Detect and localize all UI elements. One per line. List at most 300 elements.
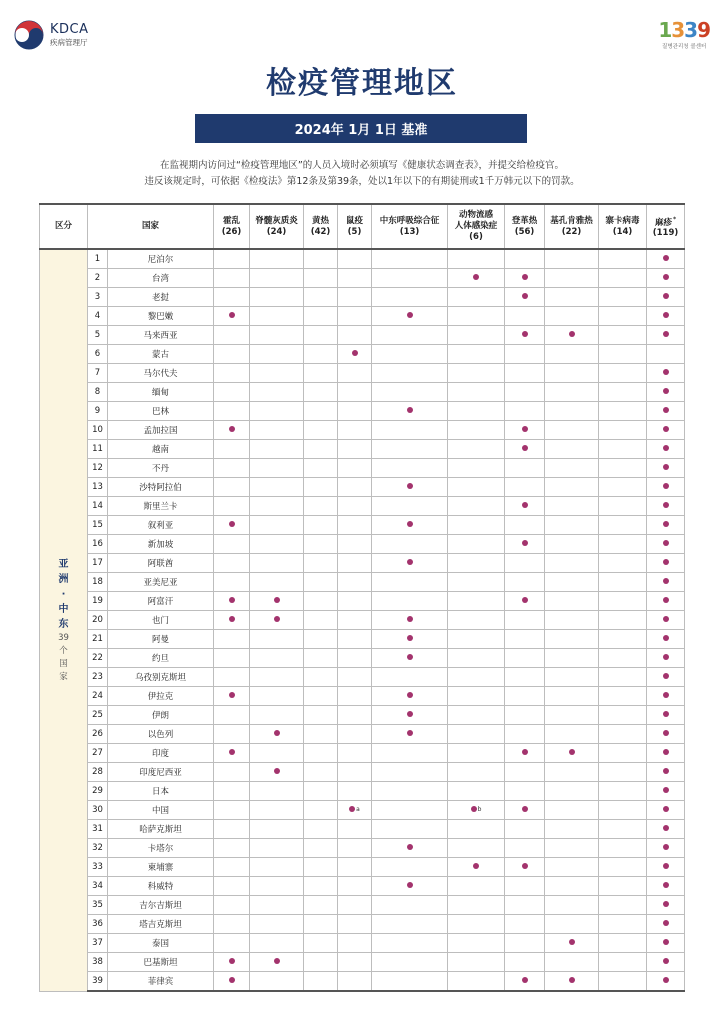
row-number: 15 [88, 516, 108, 535]
designated-dot-icon [663, 426, 669, 432]
disease-country-count: (42) [310, 226, 331, 237]
org-subtitle: 疾病管理厅 [50, 38, 88, 48]
disease-country-count: (22) [561, 226, 582, 237]
country-name: 巴林 [108, 402, 214, 421]
designated-dot-icon [663, 635, 669, 641]
disease-mark-cell [545, 725, 599, 744]
disease-mark-cell [599, 763, 647, 782]
disease-mark-cell [505, 269, 545, 288]
disease-mark-cell [647, 421, 685, 440]
disease-mark-cell [448, 649, 505, 668]
disease-mark-cell [214, 459, 250, 478]
disease-mark-cell [338, 744, 372, 763]
disease-name: 基孔肯雅热 [550, 215, 593, 226]
disease-mark-cell [338, 801, 372, 820]
disease-mark-cell [599, 972, 647, 992]
disease-mark-cell [647, 345, 685, 364]
disease-mark-cell [372, 877, 448, 896]
disease-mark-cell [214, 326, 250, 345]
row-number: 4 [88, 307, 108, 326]
disease-mark-cell [372, 459, 448, 478]
table-row [40, 478, 685, 497]
disease-mark-cell [250, 896, 304, 915]
row-number: 35 [88, 896, 108, 915]
disease-mark-cell [448, 402, 505, 421]
table-row [40, 288, 685, 307]
disease-mark-cell [647, 307, 685, 326]
disease-mark-cell [505, 307, 545, 326]
disease-mark-cell [505, 896, 545, 915]
disease-mark-cell [338, 307, 372, 326]
disease-mark-cell [599, 345, 647, 364]
org-name: KDCA [50, 22, 89, 38]
designated-dot-icon [229, 977, 235, 983]
disease-mark-cell [505, 554, 545, 573]
disease-mark-cell [448, 516, 505, 535]
disease-mark-cell [448, 421, 505, 440]
row-number: 5 [88, 326, 108, 345]
disease-mark-cell [338, 782, 372, 801]
disease-mark-cell [448, 478, 505, 497]
disease-mark-cell [599, 611, 647, 630]
designated-dot-icon [663, 977, 669, 983]
disease-mark-cell [338, 820, 372, 839]
row-number: 16 [88, 535, 108, 554]
disease-mark-cell [250, 402, 304, 421]
disease-mark-cell [304, 402, 338, 421]
disease-mark-cell [647, 535, 685, 554]
disease-mark-cell [599, 839, 647, 858]
disease-mark-cell [214, 630, 250, 649]
disease-mark-cell [372, 934, 448, 953]
disease-mark-cell [250, 630, 304, 649]
disease-country-count: (5) [347, 226, 362, 237]
designated-dot-icon [663, 844, 669, 850]
table-row [40, 345, 685, 364]
hotline-subtitle: 질병관리청 콜센터 [662, 44, 707, 50]
disease-mark-cell [647, 839, 685, 858]
designated-dot-icon [522, 293, 528, 299]
disease-mark-cell [545, 459, 599, 478]
disease-mark-cell [505, 630, 545, 649]
designated-dot-icon [473, 863, 479, 869]
hotline-digit: 9 [697, 18, 710, 42]
disease-country-count: (6) [469, 232, 483, 242]
disease-mark-cell [372, 269, 448, 288]
designated-dot-icon [663, 920, 669, 926]
disease-mark-cell [545, 592, 599, 611]
designated-dot-icon [663, 806, 669, 812]
disease-mark-cell [647, 326, 685, 345]
disease-mark-cell [372, 573, 448, 592]
table-row [40, 934, 685, 953]
disease-mark-cell [647, 934, 685, 953]
country-name: 阿富汗 [108, 592, 214, 611]
disease-mark-cell [338, 497, 372, 516]
disease-mark-cell [304, 820, 338, 839]
country-name: 不丹 [108, 459, 214, 478]
disease-mark-cell [372, 953, 448, 972]
disease-mark-cell [214, 478, 250, 497]
disease-name: 鼠疫 [346, 215, 364, 226]
country-name: 缅甸 [108, 383, 214, 402]
table-row [40, 573, 685, 592]
table-row [40, 497, 685, 516]
disease-mark-cell [545, 364, 599, 383]
country-name: 孟加拉国 [108, 421, 214, 440]
disease-mark-cell [372, 554, 448, 573]
disease-mark-cell [250, 516, 304, 535]
disease-mark-cell [250, 535, 304, 554]
disease-mark-cell [448, 459, 505, 478]
disease-mark-cell [545, 573, 599, 592]
table-header-row [40, 204, 685, 249]
disease-mark-cell [448, 288, 505, 307]
disease-mark-cell [505, 326, 545, 345]
disease-mark-cell [647, 516, 685, 535]
country-name: 中国 [108, 801, 214, 820]
disease-mark-cell [448, 896, 505, 915]
kdca-emblem-icon [14, 20, 44, 50]
disease-mark-cell [304, 725, 338, 744]
notice-line: 违反该规定时，可依据《检疫法》第12条及第39条，处以1年以下的有期徒刑或1千万韩元以下的罚款。 [144, 176, 580, 187]
row-number: 36 [88, 915, 108, 934]
region-count-char: 39 [58, 632, 69, 643]
disease-mark-cell [599, 326, 647, 345]
disease-mark-cell [647, 383, 685, 402]
disease-mark-cell [647, 554, 685, 573]
disease-mark-cell [505, 801, 545, 820]
disease-mark-cell [304, 383, 338, 402]
disease-mark-cell [505, 516, 545, 535]
country-name: 马来西亚 [108, 326, 214, 345]
disease-mark-cell [338, 440, 372, 459]
disease-name: 中东呼吸综合征 [379, 215, 440, 226]
disease-mark-cell [448, 839, 505, 858]
country-name: 叙利亚 [108, 516, 214, 535]
disease-mark-cell [505, 573, 545, 592]
designated-dot-icon [663, 863, 669, 869]
row-number: 19 [88, 592, 108, 611]
disease-mark-cell [505, 421, 545, 440]
disease-mark-cell [599, 535, 647, 554]
disease-mark-cell [647, 820, 685, 839]
table-row [40, 915, 685, 934]
region-count-char: 国 [59, 658, 68, 669]
disease-name: 麻疹* [654, 215, 677, 228]
table-row [40, 269, 685, 288]
disease-mark-cell [647, 611, 685, 630]
row-number: 8 [88, 383, 108, 402]
disease-mark-cell [505, 744, 545, 763]
disease-mark-cell [647, 440, 685, 459]
designated-dot-icon [522, 863, 528, 869]
designated-dot-icon [274, 958, 280, 964]
disease-mark-cell [304, 649, 338, 668]
disease-mark-cell [372, 896, 448, 915]
row-number: 37 [88, 934, 108, 953]
disease-mark-cell [448, 877, 505, 896]
disease-mark-cell [448, 820, 505, 839]
disease-mark-cell [250, 668, 304, 687]
disease-mark-cell [214, 421, 250, 440]
disease-mark-cell [505, 611, 545, 630]
disease-mark-cell [545, 383, 599, 402]
disease-mark-cell [505, 402, 545, 421]
disease-mark-cell [250, 573, 304, 592]
disease-mark-cell [304, 744, 338, 763]
disease-mark-cell [250, 744, 304, 763]
column-header-disease [250, 204, 304, 249]
designated-dot-icon [407, 312, 413, 318]
disease-mark-cell [304, 326, 338, 345]
disease-mark-cell [505, 288, 545, 307]
disease-mark-cell [338, 478, 372, 497]
disease-mark-cell [545, 269, 599, 288]
disease-mark-cell [599, 858, 647, 877]
disease-country-count: (26) [221, 226, 242, 237]
disease-mark-cell [448, 440, 505, 459]
disease-mark-cell [647, 630, 685, 649]
designated-dot-icon [663, 521, 669, 527]
disease-mark-cell [545, 687, 599, 706]
disease-mark-cell [214, 249, 250, 269]
designated-dot-icon [663, 255, 669, 261]
designated-dot-icon [663, 559, 669, 565]
row-number: 3 [88, 288, 108, 307]
disease-country-count: (13) [399, 226, 420, 237]
disease-mark-cell [214, 706, 250, 725]
designated-dot-icon [522, 445, 528, 451]
disease-mark-cell [599, 744, 647, 763]
disease-mark-cell [545, 440, 599, 459]
disease-mark-cell [599, 249, 647, 269]
disease-mark-cell [599, 402, 647, 421]
disease-mark-cell [214, 307, 250, 326]
disease-mark-cell [647, 668, 685, 687]
disease-mark-cell [372, 288, 448, 307]
table-row [40, 801, 685, 820]
designated-dot-icon [663, 939, 669, 945]
disease-mark-cell [647, 592, 685, 611]
disease-mark-cell [214, 972, 250, 992]
disease-mark-cell [250, 421, 304, 440]
disease-mark-cell [304, 972, 338, 992]
disease-mark-cell [304, 573, 338, 592]
designated-dot-icon [663, 711, 669, 717]
disease-mark-cell [338, 687, 372, 706]
region-count-char: 家 [59, 671, 68, 682]
designated-dot-icon [663, 312, 669, 318]
disease-mark-cell [647, 269, 685, 288]
disease-mark-cell [448, 782, 505, 801]
disease-mark-cell [505, 839, 545, 858]
table-row [40, 592, 685, 611]
disease-mark-cell [545, 478, 599, 497]
disease-mark-cell [250, 649, 304, 668]
disease-mark-cell [338, 288, 372, 307]
disease-mark-cell [647, 687, 685, 706]
disease-mark-cell [599, 307, 647, 326]
table-row [40, 611, 685, 630]
hotline-number [658, 20, 710, 40]
disease-mark-cell [304, 782, 338, 801]
disease-mark-cell [250, 307, 304, 326]
disease-mark-cell [372, 611, 448, 630]
table-row [40, 839, 685, 858]
disease-mark-cell [505, 649, 545, 668]
region-name-char: 东 [58, 618, 69, 630]
designated-dot-icon [663, 578, 669, 584]
disease-mark-cell [647, 953, 685, 972]
disease-name: 人体感染症 [454, 221, 498, 231]
designated-dot-icon [229, 958, 235, 964]
disease-mark-cell [250, 687, 304, 706]
disease-footnote-mark: * [672, 215, 677, 223]
country-name: 新加坡 [108, 535, 214, 554]
disease-mark-cell [304, 345, 338, 364]
disease-mark-cell [214, 345, 250, 364]
disease-mark-cell [250, 592, 304, 611]
country-name: 巴基斯坦 [108, 953, 214, 972]
country-name: 伊朗 [108, 706, 214, 725]
disease-mark-cell [448, 915, 505, 934]
disease-mark-cell [250, 326, 304, 345]
disease-mark-cell [599, 573, 647, 592]
disease-mark-cell [372, 497, 448, 516]
disease-mark-cell [372, 249, 448, 269]
designated-dot-icon [522, 426, 528, 432]
designated-dot-icon [522, 749, 528, 755]
disease-mark-cell [372, 535, 448, 554]
row-number: 39 [88, 972, 108, 992]
disease-mark-cell [647, 858, 685, 877]
column-header-disease [448, 204, 505, 249]
disease-mark-cell [505, 668, 545, 687]
disease-mark-cell [448, 326, 505, 345]
row-number: 18 [88, 573, 108, 592]
disease-mark-cell [372, 326, 448, 345]
table-row [40, 326, 685, 345]
disease-mark-cell [505, 497, 545, 516]
disease-mark-cell [304, 763, 338, 782]
hotline-logo [658, 20, 710, 50]
disease-mark-cell [372, 763, 448, 782]
disease-mark-cell [250, 249, 304, 269]
disease-mark-cell [372, 820, 448, 839]
table-row [40, 402, 685, 421]
disease-mark-cell [304, 668, 338, 687]
row-number: 34 [88, 877, 108, 896]
disease-mark-cell [599, 364, 647, 383]
disease-mark-cell [599, 820, 647, 839]
disease-mark-cell [214, 364, 250, 383]
disease-mark-cell [448, 592, 505, 611]
disease-mark-cell [448, 763, 505, 782]
table-row [40, 554, 685, 573]
disease-mark-cell [250, 972, 304, 992]
designated-dot-icon [274, 616, 280, 622]
disease-mark-cell [338, 421, 372, 440]
disease-country-count: (24) [266, 226, 287, 237]
disease-mark-cell [338, 896, 372, 915]
disease-mark-cell [338, 668, 372, 687]
designated-dot-icon [229, 616, 235, 622]
disease-mark-cell [250, 383, 304, 402]
table-row [40, 649, 685, 668]
disease-mark-cell [250, 345, 304, 364]
disease-mark-cell [599, 516, 647, 535]
disease-mark-cell [338, 649, 372, 668]
disease-mark-cell [647, 763, 685, 782]
disease-mark-cell [250, 288, 304, 307]
designated-dot-icon [407, 483, 413, 489]
disease-mark-cell [505, 915, 545, 934]
disease-mark-cell [599, 592, 647, 611]
disease-mark-cell [304, 915, 338, 934]
row-number: 9 [88, 402, 108, 421]
disease-mark-cell [545, 706, 599, 725]
designated-dot-icon [569, 331, 575, 337]
designated-dot-icon [407, 654, 413, 660]
row-number: 10 [88, 421, 108, 440]
disease-mark-cell [214, 402, 250, 421]
disease-mark-cell [545, 972, 599, 992]
disease-mark-cell [448, 801, 505, 820]
disease-mark-cell [214, 953, 250, 972]
disease-mark-cell [448, 706, 505, 725]
disease-mark-cell [647, 249, 685, 269]
disease-mark-cell [250, 858, 304, 877]
disease-mark-cell [505, 782, 545, 801]
disease-mark-cell [599, 421, 647, 440]
disease-mark-cell [214, 288, 250, 307]
disease-mark-cell [338, 326, 372, 345]
row-number: 31 [88, 820, 108, 839]
disease-mark-cell [448, 364, 505, 383]
disease-mark-cell [545, 763, 599, 782]
disease-mark-cell [647, 497, 685, 516]
disease-mark-cell [505, 953, 545, 972]
disease-mark-cell [338, 953, 372, 972]
disease-mark-cell [599, 953, 647, 972]
designated-dot-icon [663, 274, 669, 280]
row-number: 32 [88, 839, 108, 858]
disease-mark-cell [372, 421, 448, 440]
table-row [40, 516, 685, 535]
disease-mark-cell [545, 782, 599, 801]
disease-mark-cell [505, 383, 545, 402]
disease-mark-cell [505, 345, 545, 364]
disease-mark-cell [599, 934, 647, 953]
disease-mark-cell [338, 725, 372, 744]
country-name: 柬埔寨 [108, 858, 214, 877]
disease-mark-cell [372, 782, 448, 801]
designated-dot-icon [663, 616, 669, 622]
designated-dot-icon [407, 730, 413, 736]
disease-mark-cell [545, 801, 599, 820]
disease-mark-cell [505, 877, 545, 896]
table-row [40, 858, 685, 877]
designated-dot-icon [663, 730, 669, 736]
footnote-mark: b [477, 805, 482, 813]
disease-mark-cell [338, 535, 372, 554]
country-name: 老挝 [108, 288, 214, 307]
disease-name: 脊髓灰质炎 [255, 215, 298, 226]
designated-dot-icon [349, 806, 355, 812]
disease-mark-cell [647, 782, 685, 801]
disease-mark-cell [372, 402, 448, 421]
